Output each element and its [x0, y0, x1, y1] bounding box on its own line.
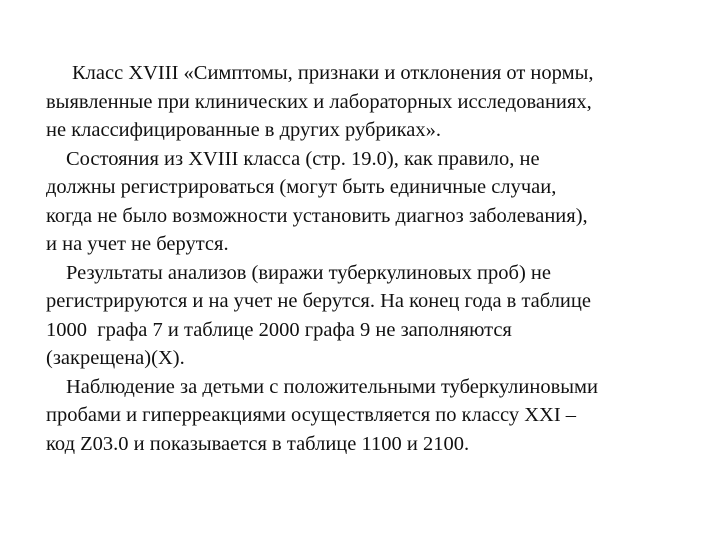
text-line: Состояния из XVIII класса (стр. 19.0), как правило, не	[66, 147, 540, 170]
text-line: 1000 графа 7 и таблице 2000 графа 9 не заполняются	[46, 318, 512, 341]
text-line: Класс XVIII «Симптомы, признаки и отклонения от нормы,	[72, 62, 594, 84]
text-line: когда не было возможности установить диагноз заболевания),	[46, 204, 588, 227]
text-line: код Z03.0 и показывается в таблице 1100 и 2100.	[46, 432, 470, 455]
text-line: выявленные при клинических и лабораторных исследованиях,	[46, 90, 592, 113]
text-line: регистрируются и на учет не берутся. На конец года в таблице	[46, 290, 591, 312]
text-line: Результаты анализов (виражи туберкулиновых проб) не	[66, 261, 551, 284]
text-line: (закрещена)(X).	[46, 347, 185, 369]
text-line: не классифицированные в других рубриках».	[46, 119, 441, 141]
text-line: пробами и гиперреакциями осуществляется по классу XXI –	[46, 404, 577, 426]
text-line: должны регистрироваться (могут быть единичные случаи,	[46, 176, 557, 198]
body-text	[46, 59, 706, 458]
text-line: и на учет не берутся.	[46, 233, 229, 255]
text-line: Наблюдение за детьми с положительными туберкулиновыми	[66, 375, 598, 398]
